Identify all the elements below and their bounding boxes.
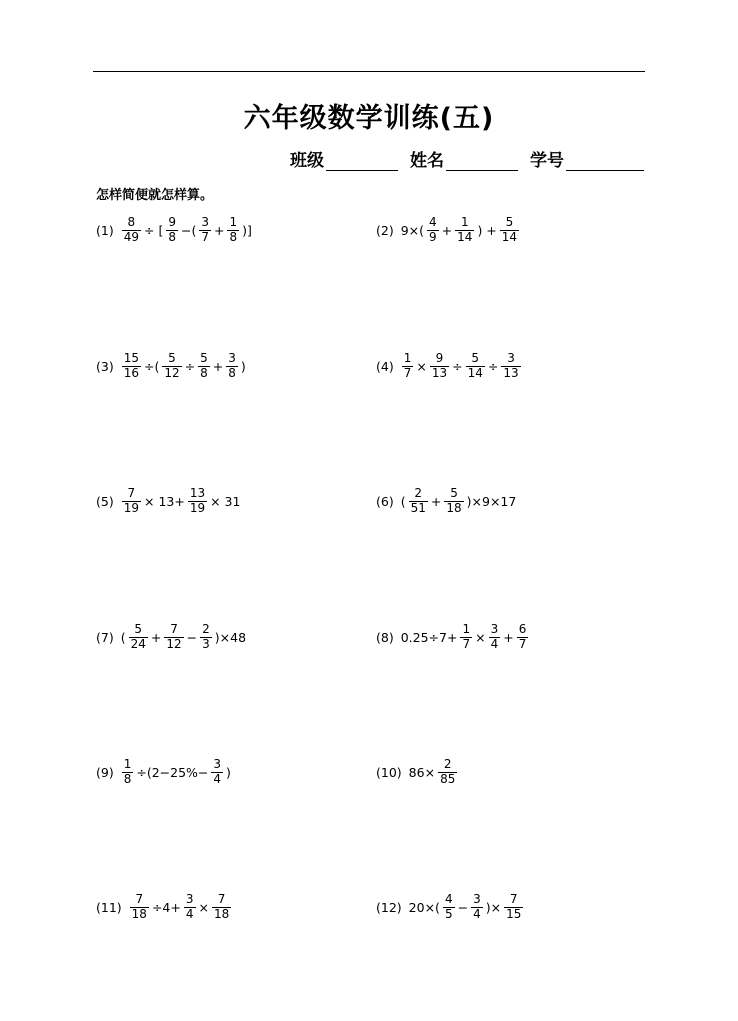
fraction bbox=[122, 352, 141, 379]
numerator: 6 bbox=[518, 622, 527, 637]
denominator: 4 bbox=[185, 906, 194, 921]
numerator: 3 bbox=[185, 892, 194, 907]
numerator: 7 bbox=[217, 892, 226, 907]
denominator: 7 bbox=[403, 365, 412, 380]
student-info-line bbox=[278, 146, 644, 171]
fraction bbox=[184, 893, 196, 920]
numerator: 4 bbox=[429, 215, 437, 230]
problem-item bbox=[376, 346, 523, 386]
denominator: 12 bbox=[164, 365, 180, 380]
fraction bbox=[130, 893, 149, 920]
numerator: 7 bbox=[509, 892, 518, 907]
numerator: 5 bbox=[505, 215, 514, 230]
numerator: 5 bbox=[450, 486, 458, 501]
denominator: 8 bbox=[229, 229, 238, 244]
fraction bbox=[466, 352, 485, 379]
fraction bbox=[471, 893, 483, 920]
numerator: 2 bbox=[202, 622, 210, 637]
expression-text: ) + bbox=[477, 222, 497, 238]
fraction bbox=[402, 352, 414, 379]
numerator: 4 bbox=[444, 892, 453, 907]
fraction bbox=[438, 758, 457, 785]
numerator: 3 bbox=[490, 622, 499, 637]
numerator: 8 bbox=[127, 215, 136, 230]
expression-text: ÷( bbox=[144, 358, 160, 374]
expression-text: ÷4+ bbox=[151, 899, 181, 915]
denominator: 16 bbox=[123, 365, 139, 380]
expression-text: )×9×17 bbox=[466, 493, 517, 509]
numerator: 7 bbox=[127, 486, 136, 501]
fraction bbox=[162, 352, 181, 379]
fraction bbox=[198, 352, 210, 379]
expression-text: 0.25÷7+ bbox=[400, 629, 458, 645]
expression-text: + bbox=[430, 493, 442, 509]
numerator: 3 bbox=[507, 351, 515, 366]
denominator: 12 bbox=[166, 636, 182, 651]
id-blank[interactable] bbox=[566, 152, 644, 171]
denominator: 8 bbox=[123, 771, 132, 786]
expression-text: )× bbox=[485, 899, 502, 915]
denominator: 49 bbox=[123, 229, 139, 244]
problem-item bbox=[96, 752, 232, 792]
fraction bbox=[226, 352, 238, 379]
fraction bbox=[455, 216, 474, 243]
problem-number: (6) bbox=[376, 493, 394, 509]
class-blank[interactable] bbox=[326, 152, 398, 171]
numerator: 9 bbox=[435, 351, 444, 366]
denominator: 51 bbox=[410, 500, 426, 515]
numerator: 9 bbox=[168, 215, 176, 230]
numerator: 1 bbox=[403, 351, 412, 366]
numerator: 1 bbox=[460, 215, 469, 230]
expression-text: 9×( bbox=[400, 222, 425, 238]
expression-text: ÷ [ bbox=[144, 222, 164, 238]
fraction bbox=[122, 758, 134, 785]
problem-number: (11) bbox=[96, 899, 122, 915]
fraction bbox=[501, 352, 520, 379]
expression-text: + bbox=[212, 358, 224, 374]
fraction bbox=[460, 623, 472, 650]
numerator: 3 bbox=[213, 757, 222, 772]
numerator: 3 bbox=[201, 215, 209, 230]
problem-item bbox=[376, 481, 517, 521]
expression-text: × 31 bbox=[210, 493, 241, 509]
denominator: 85 bbox=[440, 771, 456, 786]
numerator: 2 bbox=[443, 757, 452, 772]
expression-text: )] bbox=[242, 222, 252, 238]
denominator: 9 bbox=[429, 229, 437, 244]
problem-item bbox=[376, 887, 525, 927]
denominator: 13 bbox=[431, 365, 448, 380]
top-rule bbox=[93, 71, 645, 72]
problem-item bbox=[96, 346, 247, 386]
expression-text: ) bbox=[240, 358, 246, 374]
expression-text: ( bbox=[400, 493, 406, 509]
expression-text: 86× bbox=[408, 764, 436, 780]
problem-item bbox=[96, 617, 247, 657]
denominator: 18 bbox=[446, 500, 462, 515]
page-title: 六年级数学训练(五) bbox=[243, 103, 495, 134]
denominator: 18 bbox=[213, 906, 230, 921]
fraction bbox=[211, 758, 223, 785]
denominator: 15 bbox=[506, 906, 522, 921]
expression-text: ( bbox=[120, 629, 126, 645]
expression-text: ) bbox=[226, 764, 231, 780]
fraction bbox=[227, 216, 239, 243]
numerator: 5 bbox=[134, 622, 143, 637]
numerator: 5 bbox=[168, 351, 176, 366]
expression-text: + bbox=[150, 629, 162, 645]
expression-text: × bbox=[416, 358, 427, 374]
denominator: 4 bbox=[213, 771, 222, 786]
fraction bbox=[166, 216, 178, 243]
numerator: 1 bbox=[229, 215, 238, 230]
numerator: 1 bbox=[462, 622, 471, 637]
instruction: 怎样简便就怎样算。 bbox=[96, 188, 214, 203]
expression-text: − bbox=[186, 629, 198, 645]
denominator: 14 bbox=[457, 229, 473, 244]
name-blank[interactable] bbox=[446, 152, 518, 171]
problem-number: (2) bbox=[376, 222, 394, 238]
fraction bbox=[409, 487, 428, 514]
fraction bbox=[430, 352, 449, 379]
problem-number: (5) bbox=[96, 493, 114, 509]
denominator: 18 bbox=[131, 906, 147, 921]
problem-number: (9) bbox=[96, 764, 114, 780]
numerator: 2 bbox=[414, 486, 423, 501]
denominator: 19 bbox=[123, 500, 139, 515]
denominator: 8 bbox=[228, 365, 236, 380]
numerator: 7 bbox=[170, 622, 178, 637]
denominator: 3 bbox=[202, 636, 210, 651]
expression-text: + bbox=[441, 222, 453, 238]
denominator: 7 bbox=[518, 636, 527, 651]
fraction bbox=[164, 623, 183, 650]
expression-text: ÷(2−25%− bbox=[136, 764, 209, 780]
fraction bbox=[517, 623, 529, 650]
denominator: 14 bbox=[467, 365, 483, 380]
expression-text: × 13+ bbox=[144, 493, 185, 509]
denominator: 8 bbox=[168, 229, 176, 244]
numerator: 15 bbox=[123, 351, 139, 366]
numerator: 7 bbox=[135, 892, 144, 907]
fraction bbox=[212, 893, 231, 920]
id-label: 学号 bbox=[530, 151, 564, 171]
problem-item bbox=[376, 752, 459, 792]
fraction bbox=[200, 623, 212, 650]
expression-text: )×48 bbox=[214, 629, 247, 645]
denominator: 7 bbox=[462, 636, 471, 651]
problem-number: (3) bbox=[96, 358, 114, 374]
numerator: 13 bbox=[189, 486, 206, 501]
problem-item bbox=[96, 210, 253, 250]
fraction bbox=[122, 216, 141, 243]
class-label: 班级 bbox=[290, 151, 324, 171]
denominator: 24 bbox=[130, 636, 146, 651]
fraction bbox=[188, 487, 207, 514]
denominator: 5 bbox=[444, 906, 453, 921]
expression-text: × bbox=[198, 899, 209, 915]
fraction bbox=[129, 623, 148, 650]
expression-text: ÷ bbox=[487, 358, 499, 374]
expression-text: − bbox=[457, 899, 469, 915]
denominator: 4 bbox=[490, 636, 499, 651]
expression-text: × bbox=[475, 629, 486, 645]
numerator: 3 bbox=[473, 892, 481, 907]
fraction bbox=[489, 623, 501, 650]
fraction bbox=[500, 216, 519, 243]
denominator: 19 bbox=[189, 500, 206, 515]
expression-text: −( bbox=[180, 222, 197, 238]
fraction bbox=[443, 893, 455, 920]
expression-text: ÷ bbox=[452, 358, 463, 374]
denominator: 4 bbox=[473, 906, 481, 921]
problem-number: (10) bbox=[376, 764, 402, 780]
denominator: 14 bbox=[501, 229, 518, 244]
numerator: 1 bbox=[123, 757, 132, 772]
problem-number: (7) bbox=[96, 629, 114, 645]
problem-item bbox=[96, 887, 233, 927]
fraction bbox=[504, 893, 523, 920]
problem-number: (4) bbox=[376, 358, 394, 374]
problem-number: (8) bbox=[376, 629, 394, 645]
problem-number: (12) bbox=[376, 899, 402, 915]
name-label: 姓名 bbox=[410, 151, 444, 171]
fraction bbox=[444, 487, 463, 514]
expression-text: + bbox=[213, 222, 225, 238]
problem-item bbox=[96, 481, 241, 521]
expression-text: + bbox=[503, 629, 514, 645]
expression-text: ÷ bbox=[184, 358, 196, 374]
problem-number: (1) bbox=[96, 222, 114, 238]
numerator: 5 bbox=[200, 351, 208, 366]
numerator: 5 bbox=[471, 351, 480, 366]
denominator: 13 bbox=[503, 365, 519, 380]
problem-item bbox=[376, 617, 530, 657]
fraction bbox=[427, 216, 439, 243]
denominator: 8 bbox=[200, 365, 208, 380]
expression-text: 20×( bbox=[408, 899, 440, 915]
fraction bbox=[122, 487, 141, 514]
fraction bbox=[199, 216, 211, 243]
denominator: 7 bbox=[201, 229, 209, 244]
numerator: 3 bbox=[228, 351, 236, 366]
problem-item bbox=[376, 210, 521, 250]
